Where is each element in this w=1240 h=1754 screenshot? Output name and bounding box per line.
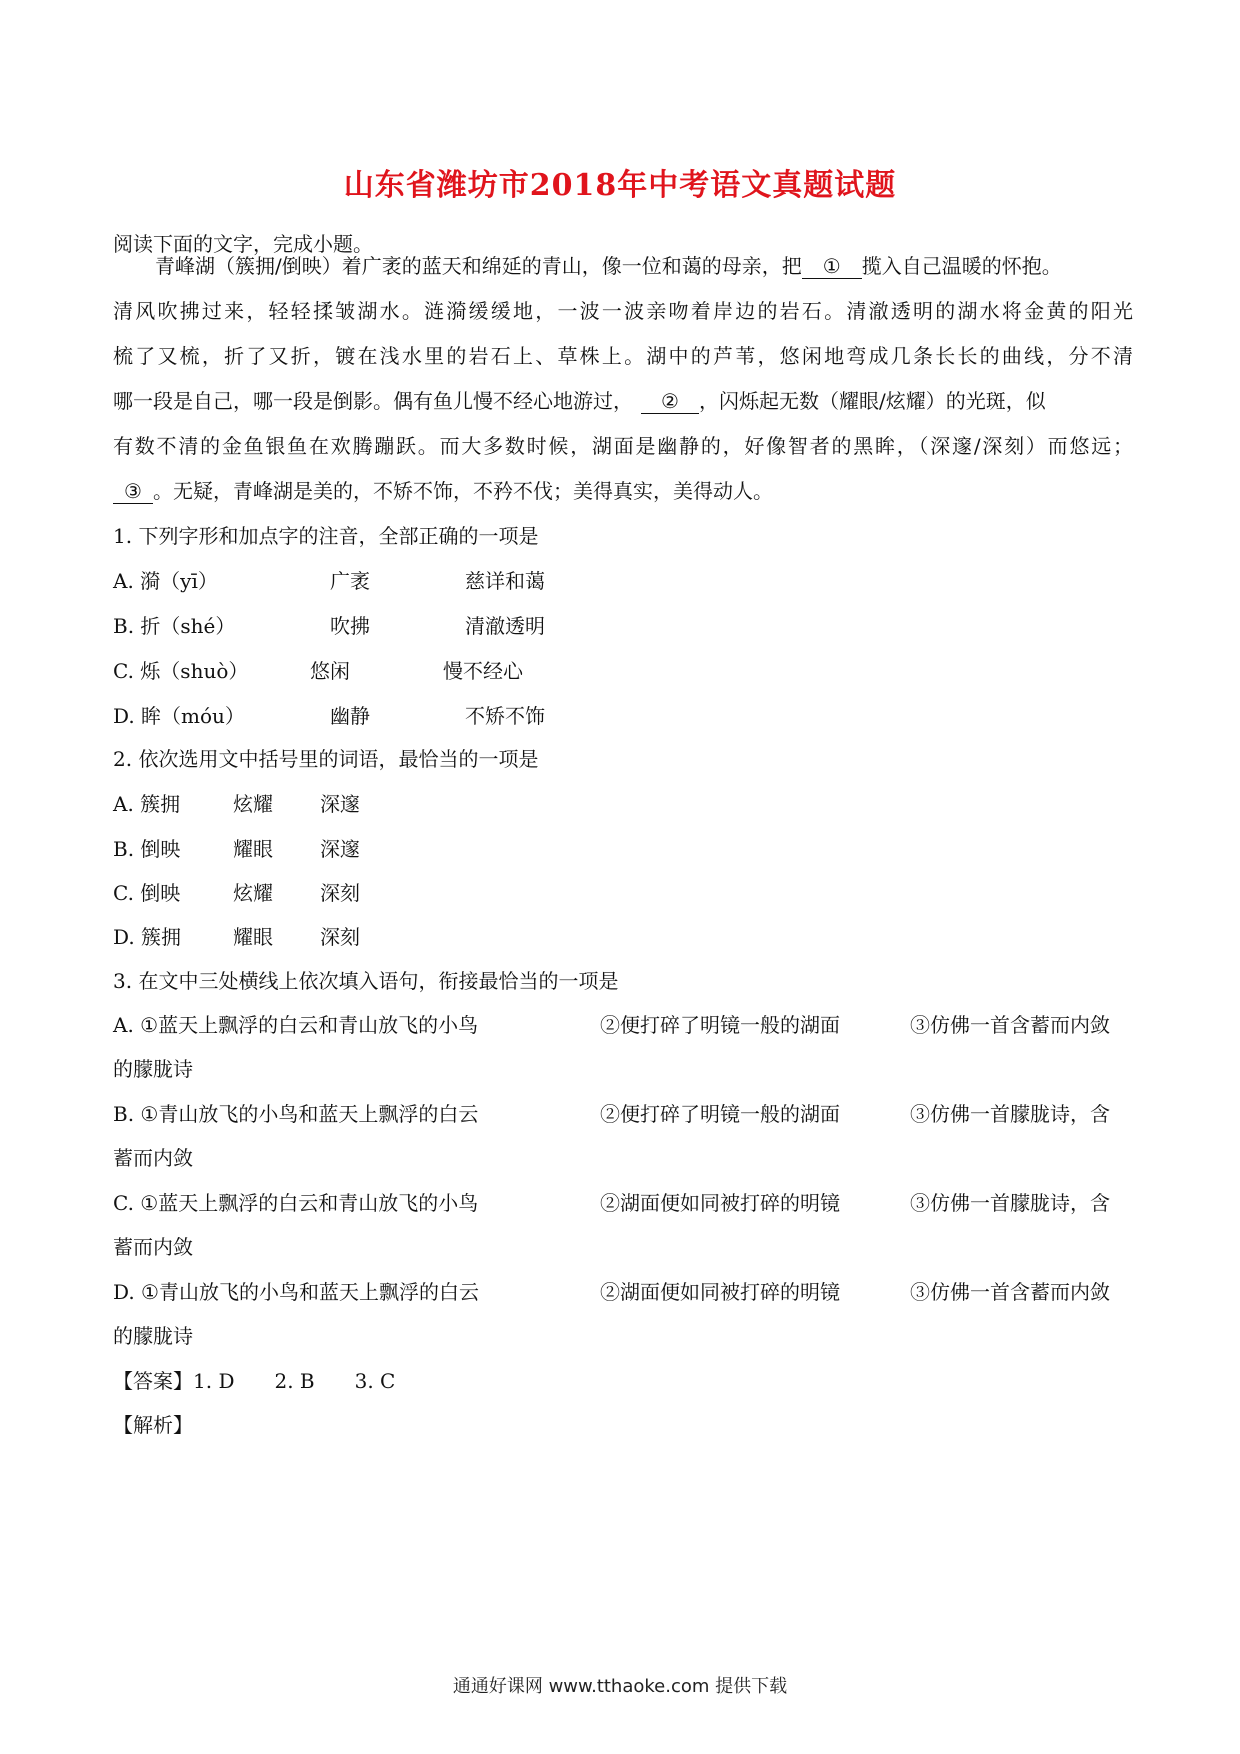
passage-line-2: 清风吹拂过来，轻轻揉皱湖水。涟漪缓缓地，一波一波亲吻着岸边的岩石。清澈透明的湖水将金黄的阳光	[113, 299, 1133, 323]
blank-3: ③	[113, 479, 153, 504]
q3-option-d-part2: ②湖面便如同被打碎的明镜	[600, 1280, 840, 1304]
q3-option-b-part1: B. ①青山放飞的小鸟和蓝天上飘浮的白云	[113, 1102, 479, 1126]
q2-option-d-word3: 深刻	[320, 925, 360, 949]
question-3-stem: 3. 在文中三处横线上依次填入语句，衔接最恰当的一项是	[113, 969, 619, 993]
q1-option-b-word1: 吹拂	[330, 614, 370, 638]
q2-option-a-word3: 深邃	[320, 792, 360, 816]
q1-option-c-word2: 慢不经心	[443, 659, 523, 683]
q1-option-d-word2: 不矫不饰	[465, 704, 545, 728]
blank-2: ②	[641, 389, 699, 414]
passage-line-6: ③ 。无疑，青峰湖是美的，不矫不饰，不矜不伐；美得真实，美得动人。	[113, 475, 773, 504]
blank-1: ①	[802, 254, 862, 279]
q2-option-c-word2: 炫耀	[233, 881, 273, 905]
q3-option-c-cont: 蓄而内敛	[113, 1235, 193, 1259]
page-title: 山东省潍坊市2018年中考语文真题试题	[343, 168, 897, 203]
q2-option-a: A. 簇拥	[113, 792, 181, 816]
q3-option-b-cont: 蓄而内敛	[113, 1146, 193, 1170]
footer-download-note: 通通好课网 www.tthaoke.com 提供下载	[452, 1676, 788, 1697]
q3-option-a-part1: A. ①蓝天上飘浮的白云和青山放飞的小鸟	[113, 1013, 479, 1037]
q2-option-d-word2: 耀眼	[233, 925, 273, 949]
q3-option-a-part2: ②便打碎了明镜一般的湖面	[600, 1013, 840, 1037]
q2-option-c-word3: 深刻	[320, 881, 360, 905]
q1-option-a-word1: 广袤	[330, 569, 370, 593]
q1-option-d-word1: 幽静	[330, 704, 370, 728]
q2-option-b: B. 倒映	[113, 837, 181, 861]
q1-option-c-word1: 悠闲	[310, 659, 350, 683]
answer-line: 【答案】1. D 2. B 3. C	[113, 1369, 396, 1393]
passage-line-1: 青峰湖（簇拥/倒映）着广袤的蓝天和绵延的青山，像一位和蔼的母亲，把 ① 揽入自己温暖的怀抱。	[155, 254, 1062, 278]
q2-option-b-word3: 深邃	[320, 837, 360, 861]
q2-option-d: D. 簇拥	[113, 925, 182, 949]
q3-option-b-part3: ③仿佛一首朦胧诗，含	[910, 1102, 1110, 1126]
q3-option-d-part3: ③仿佛一首含蓄而内敛	[910, 1280, 1110, 1304]
analysis-heading: 【解析】	[113, 1413, 193, 1437]
q1-option-c: C. 烁（shuò）	[113, 659, 249, 683]
question-1-stem: 1. 下列字形和加点字的注音，全部正确的一项是	[113, 524, 539, 548]
q3-option-d-part1: D. ①青山放飞的小鸟和蓝天上飘浮的白云	[113, 1280, 479, 1304]
q3-option-a-cont: 的朦胧诗	[113, 1057, 193, 1081]
q3-option-c-part3: ③仿佛一首朦胧诗，含	[910, 1191, 1110, 1215]
q2-option-a-word2: 炫耀	[233, 792, 273, 816]
q2-option-c: C. 倒映	[113, 881, 181, 905]
passage-line-3: 梳了又梳，折了又折，镀在浅水里的岩石上、草株上。湖中的芦苇，悠闲地弯成几条长长的曲线，分不清	[113, 344, 1133, 368]
passage-line-5: 有数不清的金鱼银鱼在欢腾蹦跃。而大多数时候，湖面是幽静的，好像智者的黑眸，（深邃/深刻）而悠远；	[113, 434, 1133, 458]
q3-option-c-part1: C. ①蓝天上飘浮的白云和青山放飞的小鸟	[113, 1191, 479, 1215]
question-2-stem: 2. 依次选用文中括号里的词语，最恰当的一项是	[113, 747, 539, 771]
q1-option-a-word2: 慈详和蔼	[465, 569, 545, 593]
q3-option-a-part3: ③仿佛一首含蓄而内敛	[910, 1013, 1110, 1037]
q2-option-b-word2: 耀眼	[233, 837, 273, 861]
q3-option-d-cont: 的朦胧诗	[113, 1324, 193, 1348]
intro-text: 阅读下面的文字，完成小题。	[113, 232, 373, 256]
q1-option-b: B. 折（shé）	[113, 614, 236, 638]
q1-option-d: D. 眸（móu）	[113, 704, 245, 728]
q1-option-b-word2: 清澈透明	[465, 614, 545, 638]
passage-line-4: 哪一段是自己，哪一段是倒影。偶有鱼儿慢不经心地游过， ② ，闪烁起无数（耀眼/炫耀）的光斑，似	[113, 389, 1046, 413]
q3-option-c-part2: ②湖面便如同被打碎的明镜	[600, 1191, 840, 1215]
q3-option-b-part2: ②便打碎了明镜一般的湖面	[600, 1102, 840, 1126]
q1-option-a: A. 漪（yī）	[113, 569, 218, 593]
